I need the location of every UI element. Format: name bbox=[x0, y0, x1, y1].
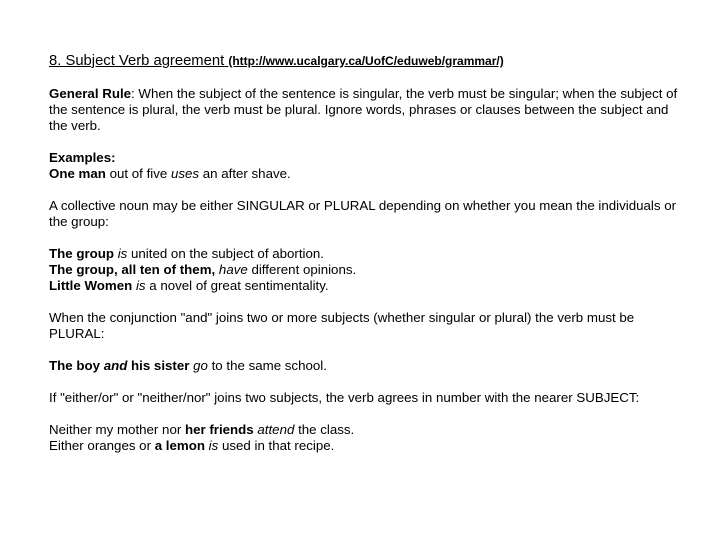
examples-label: Examples: bbox=[49, 150, 116, 165]
section-heading bbox=[49, 52, 679, 70]
either-examples bbox=[49, 422, 679, 454]
either-example-2: Either oranges or a lemon is used in that recipe. bbox=[49, 438, 335, 453]
collective-example-3: Little Women is a novel of great sentimentality. bbox=[49, 278, 329, 293]
slide-content bbox=[49, 52, 679, 470]
collective-examples bbox=[49, 246, 679, 294]
either-rule bbox=[49, 390, 679, 406]
collective-noun-rule bbox=[49, 198, 679, 230]
conjunction-rule bbox=[49, 310, 679, 342]
general-rule bbox=[49, 86, 679, 134]
either-example-1: Neither my mother nor her friends attend the class. bbox=[49, 422, 355, 437]
collective-text: A collective noun may be either SINGULAR or PLURAL depending on whether you mean the individuals or the group: bbox=[49, 198, 677, 229]
conjunction-example-1: The boy and his sister go to the same school. bbox=[49, 358, 327, 373]
rule-label: General Rule bbox=[49, 86, 132, 101]
conjunction-examples bbox=[49, 358, 679, 374]
collective-example-1: The group is united on the subject of abortion. bbox=[49, 246, 324, 261]
rule-text: : When the subject of the sentence is singular, the verb must be singular; when the subject of the sentence is plural, the verb must be plural. Ignore words, phrases or clauses between the subject and the verb. bbox=[49, 86, 678, 133]
examples-block bbox=[49, 150, 679, 182]
heading-title: 8. Subject Verb agreement bbox=[49, 53, 225, 69]
heading-url: (http://www.ucalgary.ca/UofC/eduweb/grammar/) bbox=[228, 54, 504, 68]
conjunction-text: When the conjunction "and" joins two or more subjects (whether singular or plural) the verb must be PLURAL: bbox=[49, 310, 635, 341]
collective-example-2: The group, all ten of them, have different opinions. bbox=[49, 262, 357, 277]
either-text: If "either/or" or "neither/nor" joins two subjects, the verb agrees in number with the nearer SUBJECT: bbox=[49, 390, 640, 405]
example-sentence: One man out of five uses an after shave. bbox=[49, 166, 291, 181]
